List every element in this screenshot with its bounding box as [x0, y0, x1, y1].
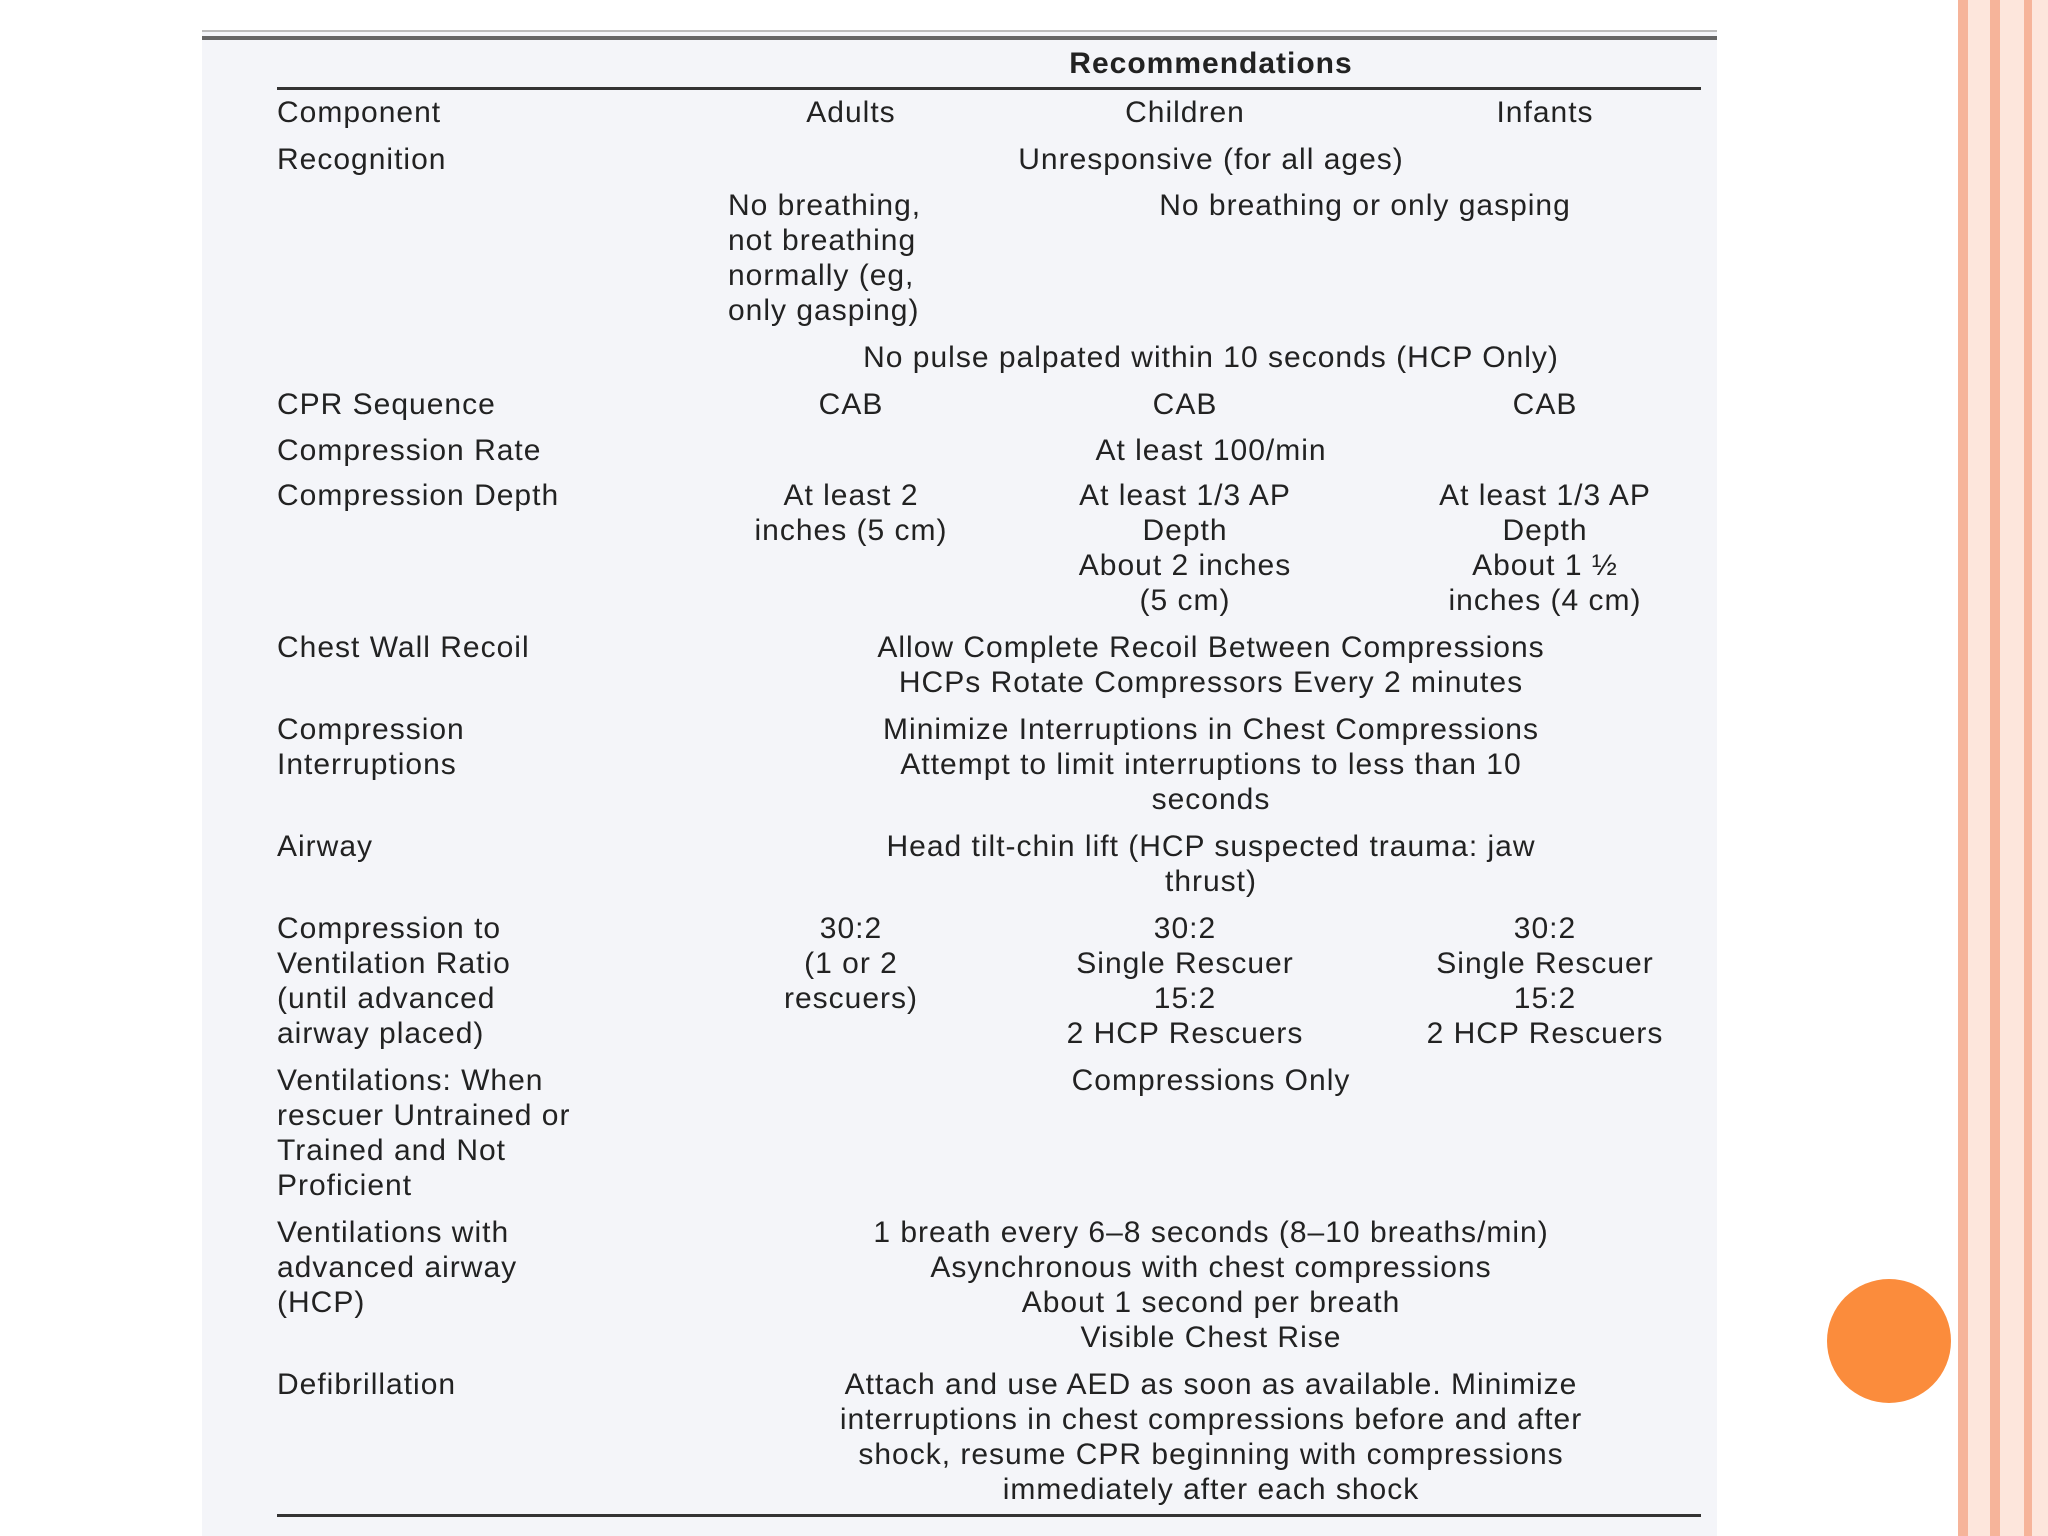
ratio-infants-line: 30:2	[1513, 912, 1577, 945]
recognition-all-ages: Unresponsive (for all ages)	[1018, 143, 1404, 176]
compression-depth-adults-line: inches (5 cm)	[754, 514, 948, 547]
row-label-compression-interruptions: Compression	[277, 713, 465, 746]
row-label-compression-rate: Compression Rate	[277, 434, 542, 467]
ventilations-advanced-line: Asynchronous with chest compressions	[930, 1251, 1492, 1284]
defibrillation-line: shock, resume CPR beginning with compressions	[858, 1438, 1564, 1471]
compression-depth-infants-line: At least 1/3 AP	[1439, 479, 1651, 512]
table-top-rule	[202, 36, 1717, 40]
row-label-ventilations-untrained: Trained and Not	[277, 1134, 507, 1167]
adults-header: Adults	[806, 96, 896, 129]
row-label-ratio: Ventilation Ratio	[277, 947, 511, 980]
row-label-defibrillation: Defibrillation	[277, 1368, 457, 1401]
ventilations-untrained-all: Compressions Only	[1071, 1064, 1351, 1097]
border-stripe	[2000, 0, 2024, 1536]
compression-depth-children-line: About 2 inches	[1078, 549, 1292, 582]
row-label-ventilations-advanced: advanced airway	[277, 1251, 518, 1284]
chest-wall-recoil-line: Allow Complete Recoil Between Compressions	[877, 631, 1545, 664]
recognition-pulse: No pulse palpated within 10 seconds (HCP Only)	[863, 341, 1559, 374]
row-label-ventilations-untrained: rescuer Untrained or	[277, 1099, 571, 1132]
table-top-rule	[202, 30, 1717, 32]
recognition-children-infants: No breathing or only gasping	[1159, 189, 1571, 222]
cpr-sequence-children: CAB	[1152, 388, 1218, 421]
compression-depth-infants-line: About 1 ½	[1472, 549, 1618, 582]
children-header: Children	[1125, 96, 1245, 129]
ratio-infants-line: 2 HCP Rescuers	[1426, 1017, 1664, 1050]
table-bottom-rule	[277, 1514, 1701, 1517]
compression-depth-children-line: Depth	[1142, 514, 1228, 547]
row-label-ventilations-untrained: Ventilations: When	[277, 1064, 544, 1097]
row-label-ratio: (until advanced	[277, 982, 496, 1015]
defibrillation-line: Attach and use AED as soon as available. Minimize	[844, 1368, 1578, 1401]
ratio-adults-line: 30:2	[819, 912, 883, 945]
compression-interruptions-line: seconds	[1151, 783, 1271, 816]
accent-circle	[1827, 1279, 1951, 1403]
recognition-adults-line: No breathing,	[728, 189, 922, 222]
ventilations-advanced-line: 1 breath every 6–8 seconds (8–10 breaths/min)	[873, 1216, 1549, 1249]
border-stripe	[2032, 0, 2048, 1536]
recommendations-heading: Recommendations	[1069, 47, 1353, 80]
row-label-ratio: airway placed)	[277, 1017, 485, 1050]
defibrillation-line: interruptions in chest compressions before and after	[839, 1403, 1583, 1436]
row-label-compression-interruptions: Interruptions	[277, 748, 457, 781]
border-stripe	[2024, 0, 2032, 1536]
ventilations-advanced-line: Visible Chest Rise	[1080, 1321, 1342, 1354]
border-stripe	[1968, 0, 1990, 1536]
recognition-adults-line: not breathing	[728, 224, 917, 257]
row-label-ratio: Compression to	[277, 912, 502, 945]
component-header: Component	[277, 96, 442, 129]
header-rule	[277, 87, 1701, 90]
compression-depth-infants-line: inches (4 cm)	[1448, 584, 1642, 617]
row-label-ventilations-advanced: (HCP)	[277, 1286, 366, 1319]
ratio-children-line: 2 HCP Rescuers	[1066, 1017, 1304, 1050]
recognition-adults-line: normally (eg,	[728, 259, 915, 292]
border-stripe	[1958, 0, 1968, 1536]
infants-header: Infants	[1496, 96, 1594, 129]
row-label-ventilations-advanced: Ventilations with	[277, 1216, 510, 1249]
cpr-sequence-adults: CAB	[818, 388, 884, 421]
ratio-children-line: 15:2	[1153, 982, 1217, 1015]
ratio-adults-line: rescuers)	[783, 982, 919, 1015]
chest-wall-recoil-line: HCPs Rotate Compressors Every 2 minutes	[898, 666, 1524, 699]
row-label-recognition: Recognition	[277, 143, 447, 176]
airway-line: thrust)	[1164, 865, 1258, 898]
row-label-airway: Airway	[277, 830, 374, 863]
compression-interruptions-line: Attempt to limit interruptions to less than 10	[900, 748, 1522, 781]
row-label-chest-wall-recoil: Chest Wall Recoil	[277, 631, 530, 664]
airway-line: Head tilt-chin lift (HCP suspected trauma: jaw	[886, 830, 1536, 863]
compression-depth-infants-line: Depth	[1502, 514, 1588, 547]
ratio-infants-line: 15:2	[1513, 982, 1577, 1015]
ratio-children-line: Single Rescuer	[1076, 947, 1294, 980]
row-label-compression-depth: Compression Depth	[277, 479, 560, 512]
compression-rate-all: At least 100/min	[1095, 434, 1327, 467]
compression-depth-children-line: At least 1/3 AP	[1079, 479, 1291, 512]
ratio-infants-line: Single Rescuer	[1436, 947, 1654, 980]
border-stripe	[1990, 0, 2000, 1536]
ventilations-advanced-line: About 1 second per breath	[1021, 1286, 1401, 1319]
recognition-adults-line: only gasping)	[728, 294, 920, 327]
row-label-ventilations-untrained: Proficient	[277, 1169, 413, 1202]
compression-interruptions-line: Minimize Interruptions in Chest Compressions	[883, 713, 1539, 746]
defibrillation-line: immediately after each shock	[1002, 1473, 1420, 1506]
ratio-children-line: 30:2	[1153, 912, 1217, 945]
compression-depth-children-line: (5 cm)	[1139, 584, 1231, 617]
cpr-sequence-infants: CAB	[1512, 388, 1578, 421]
row-label-cpr-sequence: CPR Sequence	[277, 388, 496, 421]
compression-depth-adults-line: At least 2	[783, 479, 919, 512]
ratio-adults-line: (1 or 2	[804, 947, 898, 980]
